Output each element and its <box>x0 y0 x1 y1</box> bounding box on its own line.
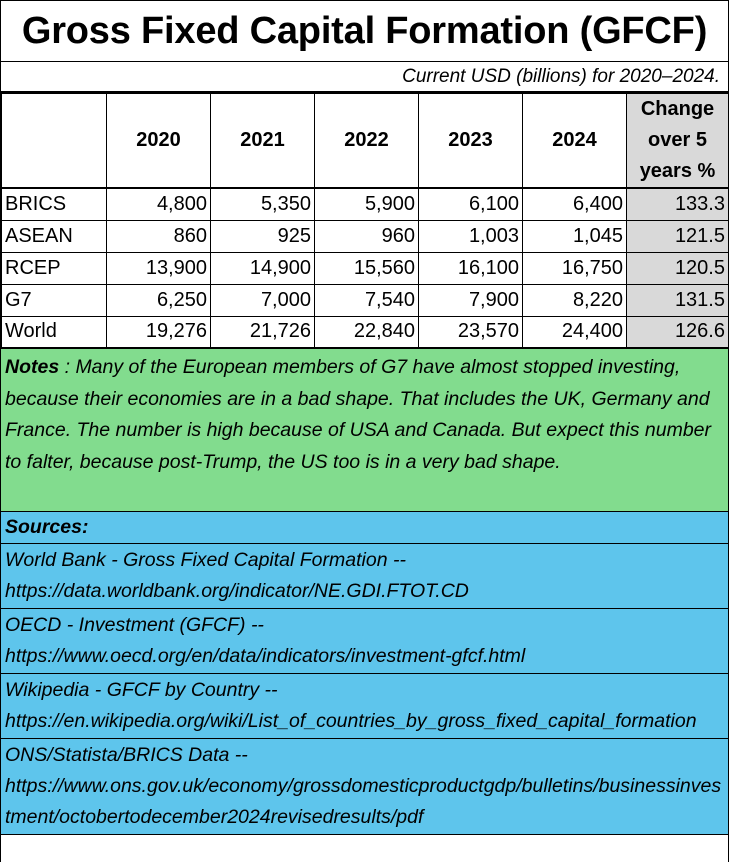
source-title: World Bank - Gross Fixed Capital Formation -- <box>5 549 406 571</box>
value-cell: 24,400 <box>523 316 627 348</box>
change-cell: 133.3 <box>627 188 729 220</box>
value-cell: 4,800 <box>107 188 211 220</box>
source-link[interactable]: https://data.worldbank.org/indicator/NE.GDI.FTOT.CD <box>5 580 469 602</box>
value-cell: 6,400 <box>523 188 627 220</box>
value-cell: 22,840 <box>315 316 419 348</box>
year-header: 2020 <box>107 94 211 189</box>
value-cell: 1,045 <box>523 220 627 252</box>
value-cell: 23,570 <box>419 316 523 348</box>
source-title: OECD - Investment (GFCF) -- <box>5 614 264 636</box>
row-label: World <box>2 316 107 348</box>
value-cell: 7,000 <box>211 284 315 316</box>
value-cell: 1,003 <box>419 220 523 252</box>
source-title: Wikipedia - GFCF by Country -- <box>5 679 278 701</box>
source-item <box>1 609 728 674</box>
row-label: BRICS <box>2 188 107 220</box>
table-row <box>2 188 729 220</box>
value-cell: 21,726 <box>211 316 315 348</box>
change-cell: 120.5 <box>627 252 729 284</box>
row-label: G7 <box>2 284 107 316</box>
gfcf-table <box>1 93 729 349</box>
source-item <box>1 674 728 739</box>
value-cell: 16,750 <box>523 252 627 284</box>
value-cell: 15,560 <box>315 252 419 284</box>
value-cell: 13,900 <box>107 252 211 284</box>
value-cell: 7,540 <box>315 284 419 316</box>
value-cell: 6,100 <box>419 188 523 220</box>
change-header: Change over 5 years % <box>627 94 729 189</box>
table-row <box>2 316 729 348</box>
value-cell: 19,276 <box>107 316 211 348</box>
year-header: 2024 <box>523 94 627 189</box>
page-title: Gross Fixed Capital Formation (GFCF) <box>1 0 728 62</box>
corner-cell <box>2 94 107 189</box>
notes-box <box>1 349 728 512</box>
value-cell: 860 <box>107 220 211 252</box>
value-cell: 14,900 <box>211 252 315 284</box>
value-cell: 8,220 <box>523 284 627 316</box>
value-cell: 5,350 <box>211 188 315 220</box>
row-label: RCEP <box>2 252 107 284</box>
source-link[interactable]: https://en.wikipedia.org/wiki/List_of_countries_by_gross_fixed_capital_formation <box>5 710 697 732</box>
value-cell: 925 <box>211 220 315 252</box>
source-item <box>1 739 728 835</box>
row-label: ASEAN <box>2 220 107 252</box>
value-cell: 960 <box>315 220 419 252</box>
change-cell: 131.5 <box>627 284 729 316</box>
table-row <box>2 220 729 252</box>
source-link[interactable]: https://www.oecd.org/en/data/indicators/investment-gfcf.html <box>5 645 526 667</box>
notes-text: : Many of the European members of G7 have almost stopped investing, because their economies are in a bad shape. That includes the UK, Germany and France. The number is high because of USA and Canada. But expect this number to falter, because post-Trump, the US too is in a very bad shape. <box>5 356 712 473</box>
sources-section <box>1 512 728 835</box>
source-link[interactable]: https://www.ons.gov.uk/economy/grossdomesticproductgdp/bulletins/businessinvestment/octobertodecember2024revisedresults/pdf <box>5 775 722 828</box>
year-header: 2023 <box>419 94 523 189</box>
header-row <box>2 94 729 189</box>
sources-label: Sources: <box>1 512 728 544</box>
year-header: 2022 <box>315 94 419 189</box>
value-cell: 5,900 <box>315 188 419 220</box>
notes-label: Notes <box>5 356 60 378</box>
source-item <box>1 544 728 609</box>
table-row <box>2 252 729 284</box>
change-cell: 121.5 <box>627 220 729 252</box>
change-cell: 126.6 <box>627 316 729 348</box>
table-row <box>2 284 729 316</box>
year-header: 2021 <box>211 94 315 189</box>
value-cell: 6,250 <box>107 284 211 316</box>
source-title: ONS/Statista/BRICS Data -- <box>5 744 248 766</box>
value-cell: 7,900 <box>419 284 523 316</box>
units-subtitle: Current USD (billions) for 2020–2024. <box>1 62 728 93</box>
value-cell: 16,100 <box>419 252 523 284</box>
